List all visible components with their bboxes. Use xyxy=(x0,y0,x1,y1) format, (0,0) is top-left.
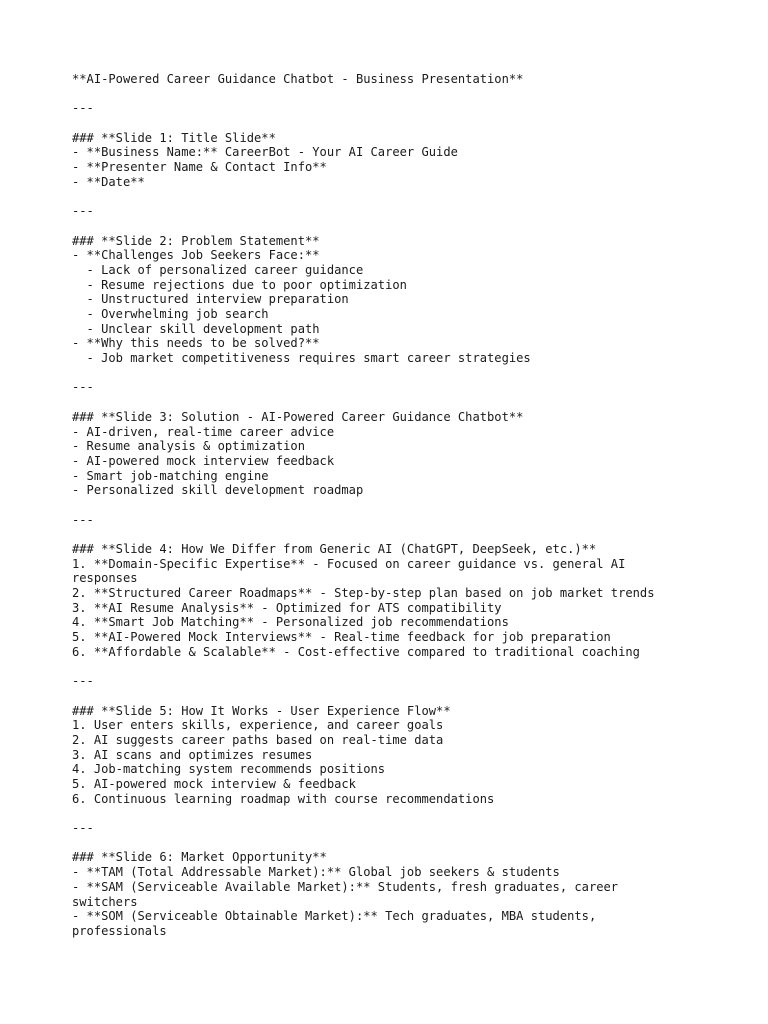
horizontal-rule: --- xyxy=(72,674,94,689)
slide-heading: ### **Slide 4: How We Differ from Generic AI (ChatGPT, DeepSeek, etc.)** xyxy=(72,542,597,556)
bullet-item: - Smart job-matching engine xyxy=(72,468,269,483)
numbered-item: 6. Continuous learning roadmap with course recommendations xyxy=(72,791,495,806)
text-line: responses xyxy=(72,571,138,586)
numbered-item: 4. Job-matching system recommends positions xyxy=(72,762,386,777)
bullet-item: - **Date** xyxy=(72,174,145,189)
bullet-item: - **SAM (Serviceable Available Market):** Students, fresh graduates, career xyxy=(72,879,619,894)
document-body xyxy=(72,72,712,939)
numbered-item: 5. **AI-Powered Mock Interviews** - Real-time feedback for job preparation xyxy=(72,630,611,645)
numbered-item: 3. AI scans and optimizes resumes xyxy=(72,747,313,762)
bullet-item: - **Why this needs to be solved?** xyxy=(72,336,320,351)
horizontal-rule: --- xyxy=(72,512,94,527)
horizontal-rule: --- xyxy=(72,204,94,219)
numbered-item: 5. AI-powered mock interview & feedback xyxy=(72,777,356,791)
blank-line xyxy=(72,498,712,513)
text-line: professionals xyxy=(72,923,167,938)
document-title: **AI-Powered Career Guidance Chatbot - Business Presentation** xyxy=(72,72,524,86)
bullet-item: - Personalized skill development roadmap xyxy=(72,483,364,498)
blank-line xyxy=(72,689,712,704)
horizontal-rule: --- xyxy=(72,380,94,395)
blank-line xyxy=(72,190,712,205)
bullet-item: - Lack of personalized career guidance xyxy=(72,262,364,277)
slide-heading: ### **Slide 2: Problem Statement** xyxy=(72,233,320,248)
bullet-item: - **Presenter Name & Contact Info** xyxy=(72,160,327,175)
numbered-item: 6. **Affordable & Scalable** - Cost-effective compared to traditional coaching xyxy=(72,644,640,659)
bullet-item: - **SOM (Serviceable Obtainable Market):** Tech graduates, MBA students, xyxy=(72,909,597,924)
bullet-item: - Overwhelming job search xyxy=(72,307,269,321)
bullet-item: - Unstructured interview preparation xyxy=(72,292,349,307)
blank-line xyxy=(72,395,712,410)
blank-line xyxy=(72,219,712,234)
blank-line xyxy=(72,366,712,381)
blank-line xyxy=(72,836,712,851)
numbered-item: 2. AI suggests career paths based on real-time data xyxy=(72,732,444,747)
numbered-item: 3. **AI Resume Analysis** - Optimized for ATS compatibility xyxy=(72,600,502,615)
numbered-item: 1. User enters skills, experience, and career goals xyxy=(72,718,444,733)
blank-line xyxy=(72,87,712,102)
bullet-item: - Job market competitiveness requires smart career strategies xyxy=(72,351,531,366)
bullet-item: - AI-driven, real-time career advice xyxy=(72,424,335,439)
bullet-item: - **Challenges Job Seekers Face:** xyxy=(72,248,320,263)
text-line: switchers xyxy=(72,894,138,909)
bullet-item: - Resume rejections due to poor optimization xyxy=(72,277,407,292)
horizontal-rule: --- xyxy=(72,821,94,836)
bullet-item: - Unclear skill development path xyxy=(72,321,320,336)
numbered-item: 1. **Domain-Specific Expertise** - Focused on career guidance vs. general AI xyxy=(72,556,626,571)
blank-line xyxy=(72,660,712,675)
slide-heading: ### **Slide 3: Solution - AI-Powered Career Guidance Chatbot** xyxy=(72,409,524,424)
blank-line xyxy=(72,116,712,131)
bullet-item: - **Business Name:** CareerBot - Your AI Career Guide xyxy=(72,145,458,160)
bullet-item: - AI-powered mock interview feedback xyxy=(72,453,335,468)
blank-line xyxy=(72,806,712,821)
slide-heading: ### **Slide 5: How It Works - User Experience Flow** xyxy=(72,703,451,718)
slide-heading: ### **Slide 6: Market Opportunity** xyxy=(72,850,327,865)
bullet-item: - **TAM (Total Addressable Market):** Global job seekers & students xyxy=(72,865,560,880)
bullet-item: - Resume analysis & optimization xyxy=(72,439,305,454)
numbered-item: 2. **Structured Career Roadmaps** - Step-by-step plan based on job market trends xyxy=(72,586,655,601)
blank-line xyxy=(72,527,712,542)
numbered-item: 4. **Smart Job Matching** - Personalized job recommendations xyxy=(72,615,509,630)
horizontal-rule: --- xyxy=(72,101,94,116)
slide-heading: ### **Slide 1: Title Slide** xyxy=(72,130,276,145)
